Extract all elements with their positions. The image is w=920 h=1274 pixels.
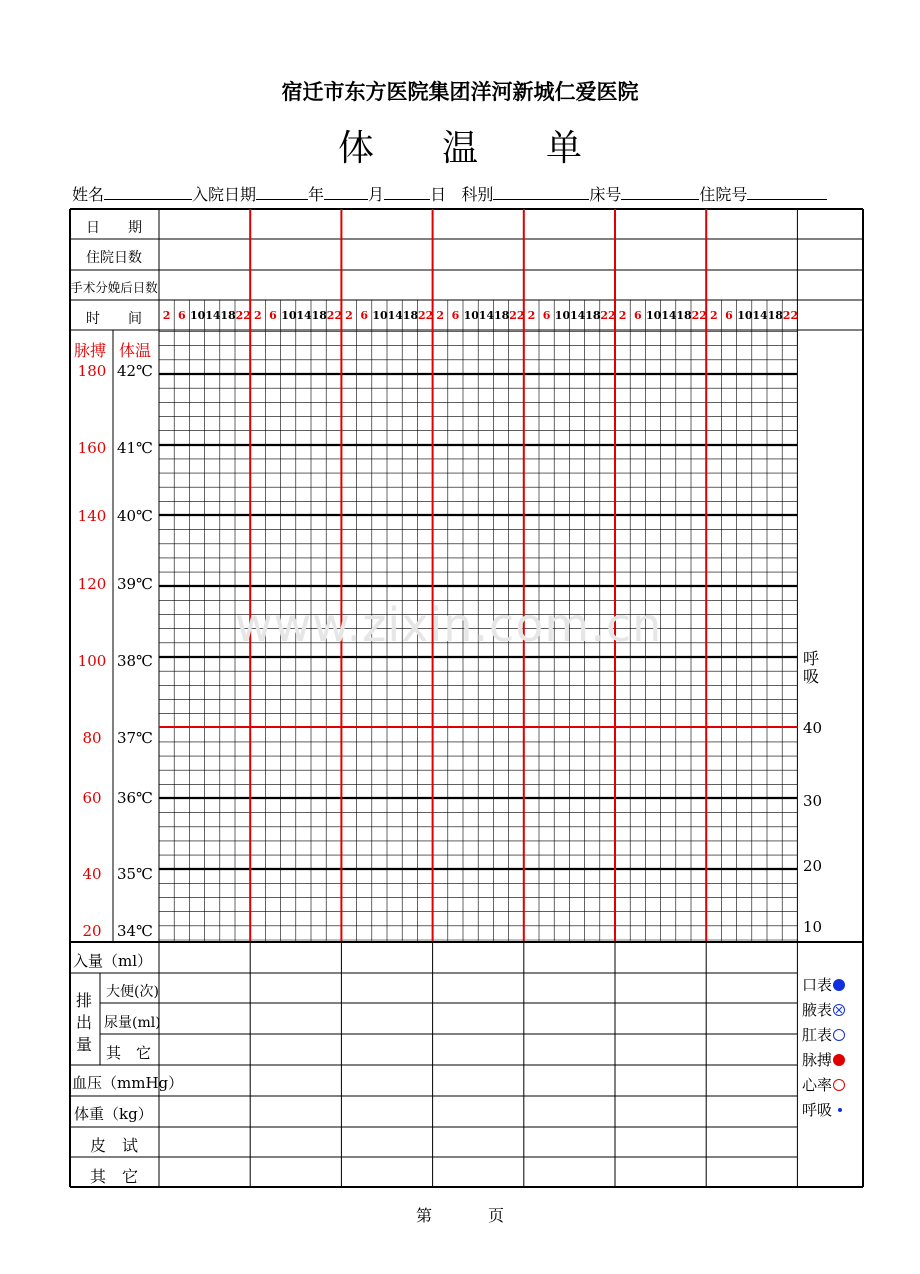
legend-heart-rate-label: 心率 <box>802 1076 833 1094</box>
legend-heart-rate <box>802 1074 845 1099</box>
resp-axis-value: 30 <box>803 792 823 810</box>
time-tick: 22 <box>509 309 525 322</box>
time-tick: 14 <box>661 309 677 322</box>
time-tick: 2 <box>253 309 262 322</box>
crossed-blue-circle-icon <box>833 1004 845 1016</box>
time-tick: 14 <box>752 309 768 322</box>
temp-axis-value: 34℃ <box>117 922 153 940</box>
resp-label-1: 呼 <box>803 649 820 668</box>
resp-axis-value: 20 <box>803 857 823 875</box>
footer-di: 第 <box>415 1206 432 1225</box>
month-label: 月 <box>368 185 385 204</box>
time-tick: 18 <box>311 309 327 322</box>
bed-label: 床号 <box>589 185 622 204</box>
temp-axis-value: 38℃ <box>117 652 153 670</box>
time-tick: 22 <box>418 309 434 322</box>
time-tick: 22 <box>691 309 707 322</box>
time-tick: 10 <box>554 309 571 322</box>
post-op-row-label: 手术分娩后日数 <box>70 280 158 295</box>
pulse-axis-value: 120 <box>77 575 107 593</box>
resp-axis-value: 40 <box>803 719 823 737</box>
time-tick: 2 <box>345 309 353 322</box>
time-tick: 22 <box>235 309 251 322</box>
pulse-axis-label: 脉搏 <box>74 341 107 360</box>
time-tick: 14 <box>296 309 312 322</box>
time-tick: 2 <box>436 309 445 322</box>
time-tick: 18 <box>767 309 783 322</box>
legend-rectal-label: 肛表 <box>802 1026 833 1044</box>
time-tick: 14 <box>205 309 221 322</box>
time-tick: 2 <box>162 309 171 322</box>
page-footer <box>0 1203 920 1226</box>
hollow-blue-circle-icon <box>833 1029 845 1041</box>
pulse-axis-value: 160 <box>77 439 107 457</box>
time-tick: 10 <box>372 309 388 322</box>
bp-row-label: 血压（mmHg） <box>72 1074 184 1092</box>
time-tick: 18 <box>676 309 692 322</box>
pulse-axis-value: 100 <box>77 652 107 670</box>
date-row-label: 日 期 <box>86 220 142 236</box>
watermark: www.zixin.com.cn <box>235 598 663 652</box>
time-tick: 14 <box>570 309 586 322</box>
time-tick: 14 <box>387 309 403 322</box>
year-label: 年 <box>308 185 325 204</box>
time-tick: 10 <box>737 309 753 322</box>
stool-row-label: 大便(次) <box>106 984 159 1000</box>
pulse-axis-value: 60 <box>82 789 102 807</box>
temp-axis-label: 体温 <box>119 341 152 360</box>
legend-respiration-label: 呼吸 <box>802 1101 833 1119</box>
time-tick: 10 <box>646 309 662 322</box>
output-char-3: 量 <box>76 1035 93 1054</box>
time-tick: 6 <box>725 309 733 322</box>
hospital-name: 宿迁市东方医院集团洋河新城仁爱医院 <box>281 80 639 104</box>
legend-pulse <box>802 1049 845 1074</box>
intake-row-label: 入量（ml） <box>73 952 153 970</box>
time-row-label: 时 间 <box>86 311 142 327</box>
stay-days-row-label: 住院日数 <box>86 250 142 266</box>
legend-axillary-label: 腋表 <box>802 1001 833 1019</box>
pulse-axis-value: 80 <box>82 729 102 747</box>
resp-axis-value: 10 <box>803 918 823 936</box>
urine-row-label: 尿量(ml) <box>104 1015 161 1031</box>
time-tick: 18 <box>220 309 236 322</box>
resp-label-2: 吸 <box>803 667 820 686</box>
day-label: 日 <box>430 185 447 204</box>
time-tick: 14 <box>478 309 495 322</box>
time-tick: 6 <box>177 309 186 322</box>
pulse-axis-value: 20 <box>82 922 102 940</box>
title-char-3: 单 <box>546 128 583 169</box>
legend-oral-label: 口表 <box>802 976 833 994</box>
title-char-1: 体 <box>337 128 374 169</box>
time-tick: 6 <box>360 309 369 322</box>
filled-red-dot-icon <box>833 1054 845 1066</box>
filled-blue-dot-icon <box>833 979 845 991</box>
other-output-row-label: 其 它 <box>106 1044 152 1062</box>
legend-oral <box>802 974 845 999</box>
temp-axis-value: 42℃ <box>117 362 153 380</box>
time-tick: 18 <box>585 309 601 322</box>
time-tick: 2 <box>527 309 536 322</box>
time-tick: 6 <box>451 309 460 322</box>
time-tick: 22 <box>782 309 799 322</box>
temp-axis-value: 40℃ <box>117 507 153 525</box>
dept-label: 科别 <box>461 185 494 204</box>
pulse-axis-value: 40 <box>82 865 102 883</box>
temp-axis-value: 35℃ <box>117 865 153 883</box>
legend-pulse-label: 脉搏 <box>802 1051 833 1069</box>
small-blue-dot-icon <box>838 1108 842 1112</box>
time-tick: 6 <box>269 309 277 322</box>
pulse-axis-value: 180 <box>77 362 107 380</box>
time-tick: 6 <box>542 309 551 322</box>
output-char-1: 排 <box>76 991 93 1010</box>
temp-axis-value: 36℃ <box>117 789 153 807</box>
legend-rectal <box>802 1024 845 1049</box>
time-tick: 22 <box>600 309 616 322</box>
inpatient-no-label: 住院号 <box>699 185 748 204</box>
time-tick: 10 <box>463 309 479 322</box>
resp-axis-label <box>803 650 819 686</box>
skin-test-row-label: 皮 试 <box>89 1136 138 1155</box>
symbol-legend <box>802 974 845 1124</box>
hollow-red-circle-icon <box>833 1079 845 1091</box>
time-tick: 18 <box>494 309 510 322</box>
name-label: 姓名 <box>72 185 105 204</box>
footer-ye: 页 <box>488 1206 505 1225</box>
temp-axis-value: 37℃ <box>117 729 153 747</box>
time-tick: 10 <box>190 309 206 322</box>
legend-respiration <box>802 1099 845 1124</box>
weight-row-label: 体重（kg） <box>74 1105 153 1123</box>
legend-axillary <box>802 999 845 1024</box>
time-tick: 22 <box>326 309 343 322</box>
time-tick: 6 <box>633 309 642 322</box>
time-tick: 10 <box>281 309 297 322</box>
output-char-2: 出 <box>76 1013 93 1032</box>
title-char-2: 温 <box>441 128 478 169</box>
output-group-label <box>76 990 92 1056</box>
time-tick: 2 <box>709 309 718 322</box>
pulse-axis-value: 140 <box>77 507 107 525</box>
admit-date-label: 入院日期 <box>192 185 257 204</box>
time-tick: 18 <box>402 309 419 322</box>
temp-axis-value: 39℃ <box>117 575 153 593</box>
time-tick: 2 <box>618 309 627 322</box>
temp-axis-value: 41℃ <box>117 439 153 457</box>
other-row-label: 其 它 <box>89 1167 138 1186</box>
